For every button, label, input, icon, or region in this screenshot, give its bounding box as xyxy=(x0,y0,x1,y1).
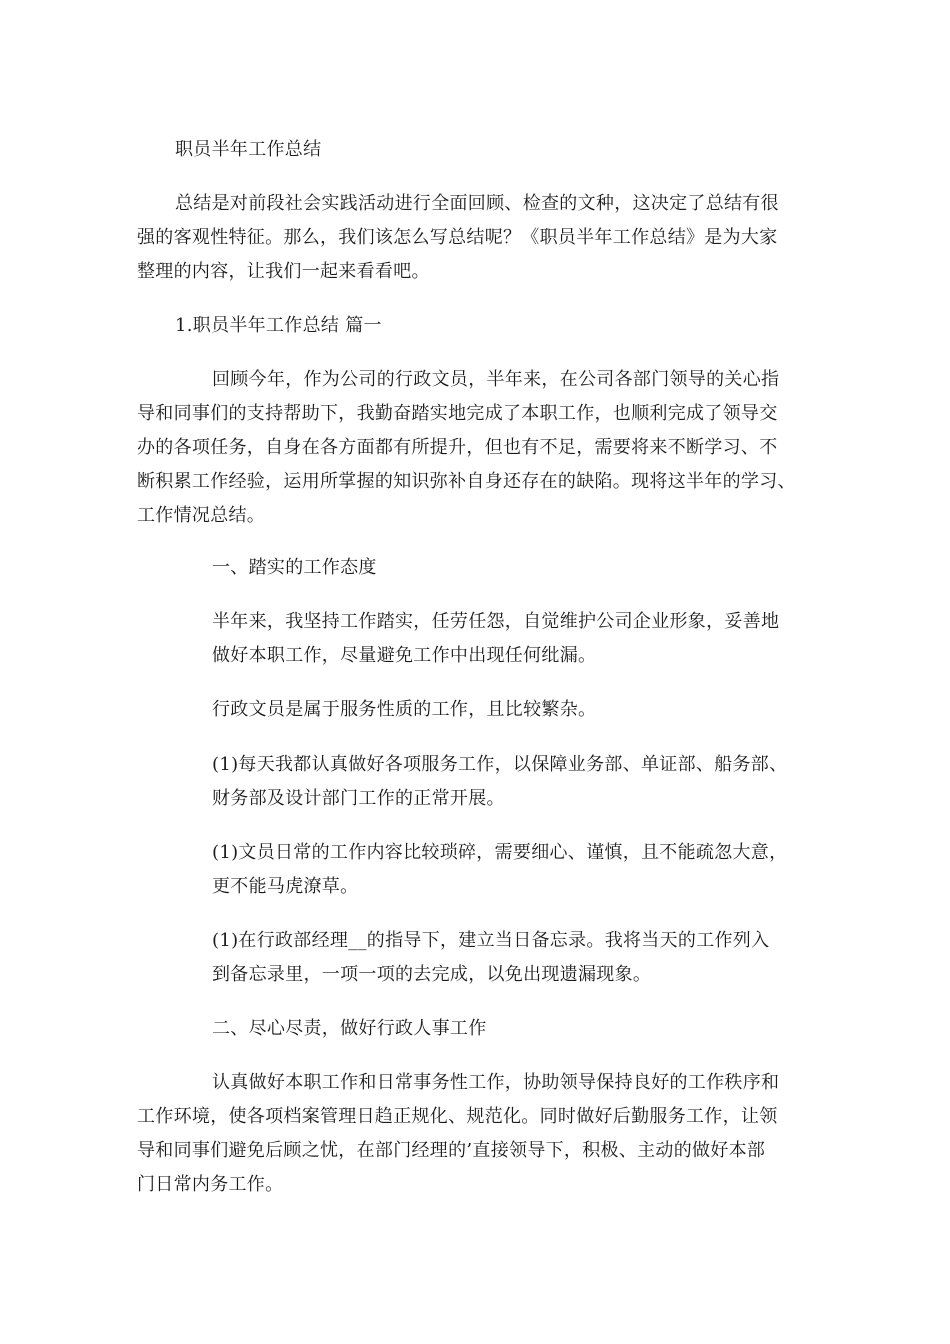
section-heading: 二、尽心尽责，做好行政人事工作 xyxy=(212,1018,487,1039)
list-item-line: (1)每天我都认真做好各项服务工作，以保障业务部、单证部、船务部、 xyxy=(212,754,788,775)
paragraph-line: 工作环境，使各项档案管理日趋正规化、规范化。同时做好后勤服务工作，让领 xyxy=(137,1106,778,1127)
paragraph-line: 断积累工作经验，运用所掌握的知识弥补自身还存在的缺陷。现将这半年的学习、 xyxy=(137,471,796,492)
article-heading: 1.职员半年工作总结 篇一 xyxy=(175,315,382,336)
list-item-line: (1)在行政部经理__的指导下，建立当日备忘录。我将当天的工作列入 xyxy=(212,930,770,951)
paragraph-line: 门日常内务工作。 xyxy=(137,1174,284,1195)
list-item-line: (1)文员日常的工作内容比较琐碎，需要细心、谨慎，且不能疏忽大意， xyxy=(212,842,788,863)
paragraph-line: 半年来，我坚持工作踏实，任劳任怨，自觉维护公司企业形象，妥善地 xyxy=(212,611,780,632)
section-heading: 一、踏实的工作态度 xyxy=(212,557,377,578)
intro-line: 整理的内容，让我们一起来看看吧。 xyxy=(137,261,430,282)
intro-line: 总结是对前段社会实践活动进行全面回顾、检查的文种，这决定了总结有很 xyxy=(175,193,779,214)
document-title: 职员半年工作总结 xyxy=(175,139,322,160)
paragraph-line: 回顾今年，作为公司的行政文员，半年来，在公司各部门领导的关心指 xyxy=(212,369,780,390)
list-item-line: 到备忘录里，一项一项的去完成，以免出现遗漏现象。 xyxy=(212,964,652,985)
paragraph-line: 工作情况总结。 xyxy=(137,505,266,526)
intro-line: 强的客观性特征。那么，我们该怎么写总结呢？《职员半年工作总结》是为大家 xyxy=(137,227,778,248)
paragraph-line: 导和同事们的支持帮助下，我勤奋踏实地完成了本职工作，也顺利完成了领导交 xyxy=(137,403,778,424)
list-item-line: 财务部及设计部门工作的正常开展。 xyxy=(212,788,505,809)
paragraph-line: 做好本职工作，尽量避免工作中出现任何纰漏。 xyxy=(212,645,597,666)
paragraph-line: 认真做好本职工作和日常事务性工作，协助领导保持良好的工作秩序和 xyxy=(212,1072,780,1093)
paragraph-line: 导和同事们避免后顾之忧，在部门经理的’直接领导下，积极、主动的做好本部 xyxy=(137,1140,766,1161)
paragraph-line: 行政文员是属于服务性质的工作，且比较繁杂。 xyxy=(212,699,597,720)
list-item-line: 更不能马虎潦草。 xyxy=(212,876,359,897)
paragraph-line: 办的各项任务，自身在各方面都有所提升，但也有不足，需要将来不断学习、不 xyxy=(137,437,778,458)
